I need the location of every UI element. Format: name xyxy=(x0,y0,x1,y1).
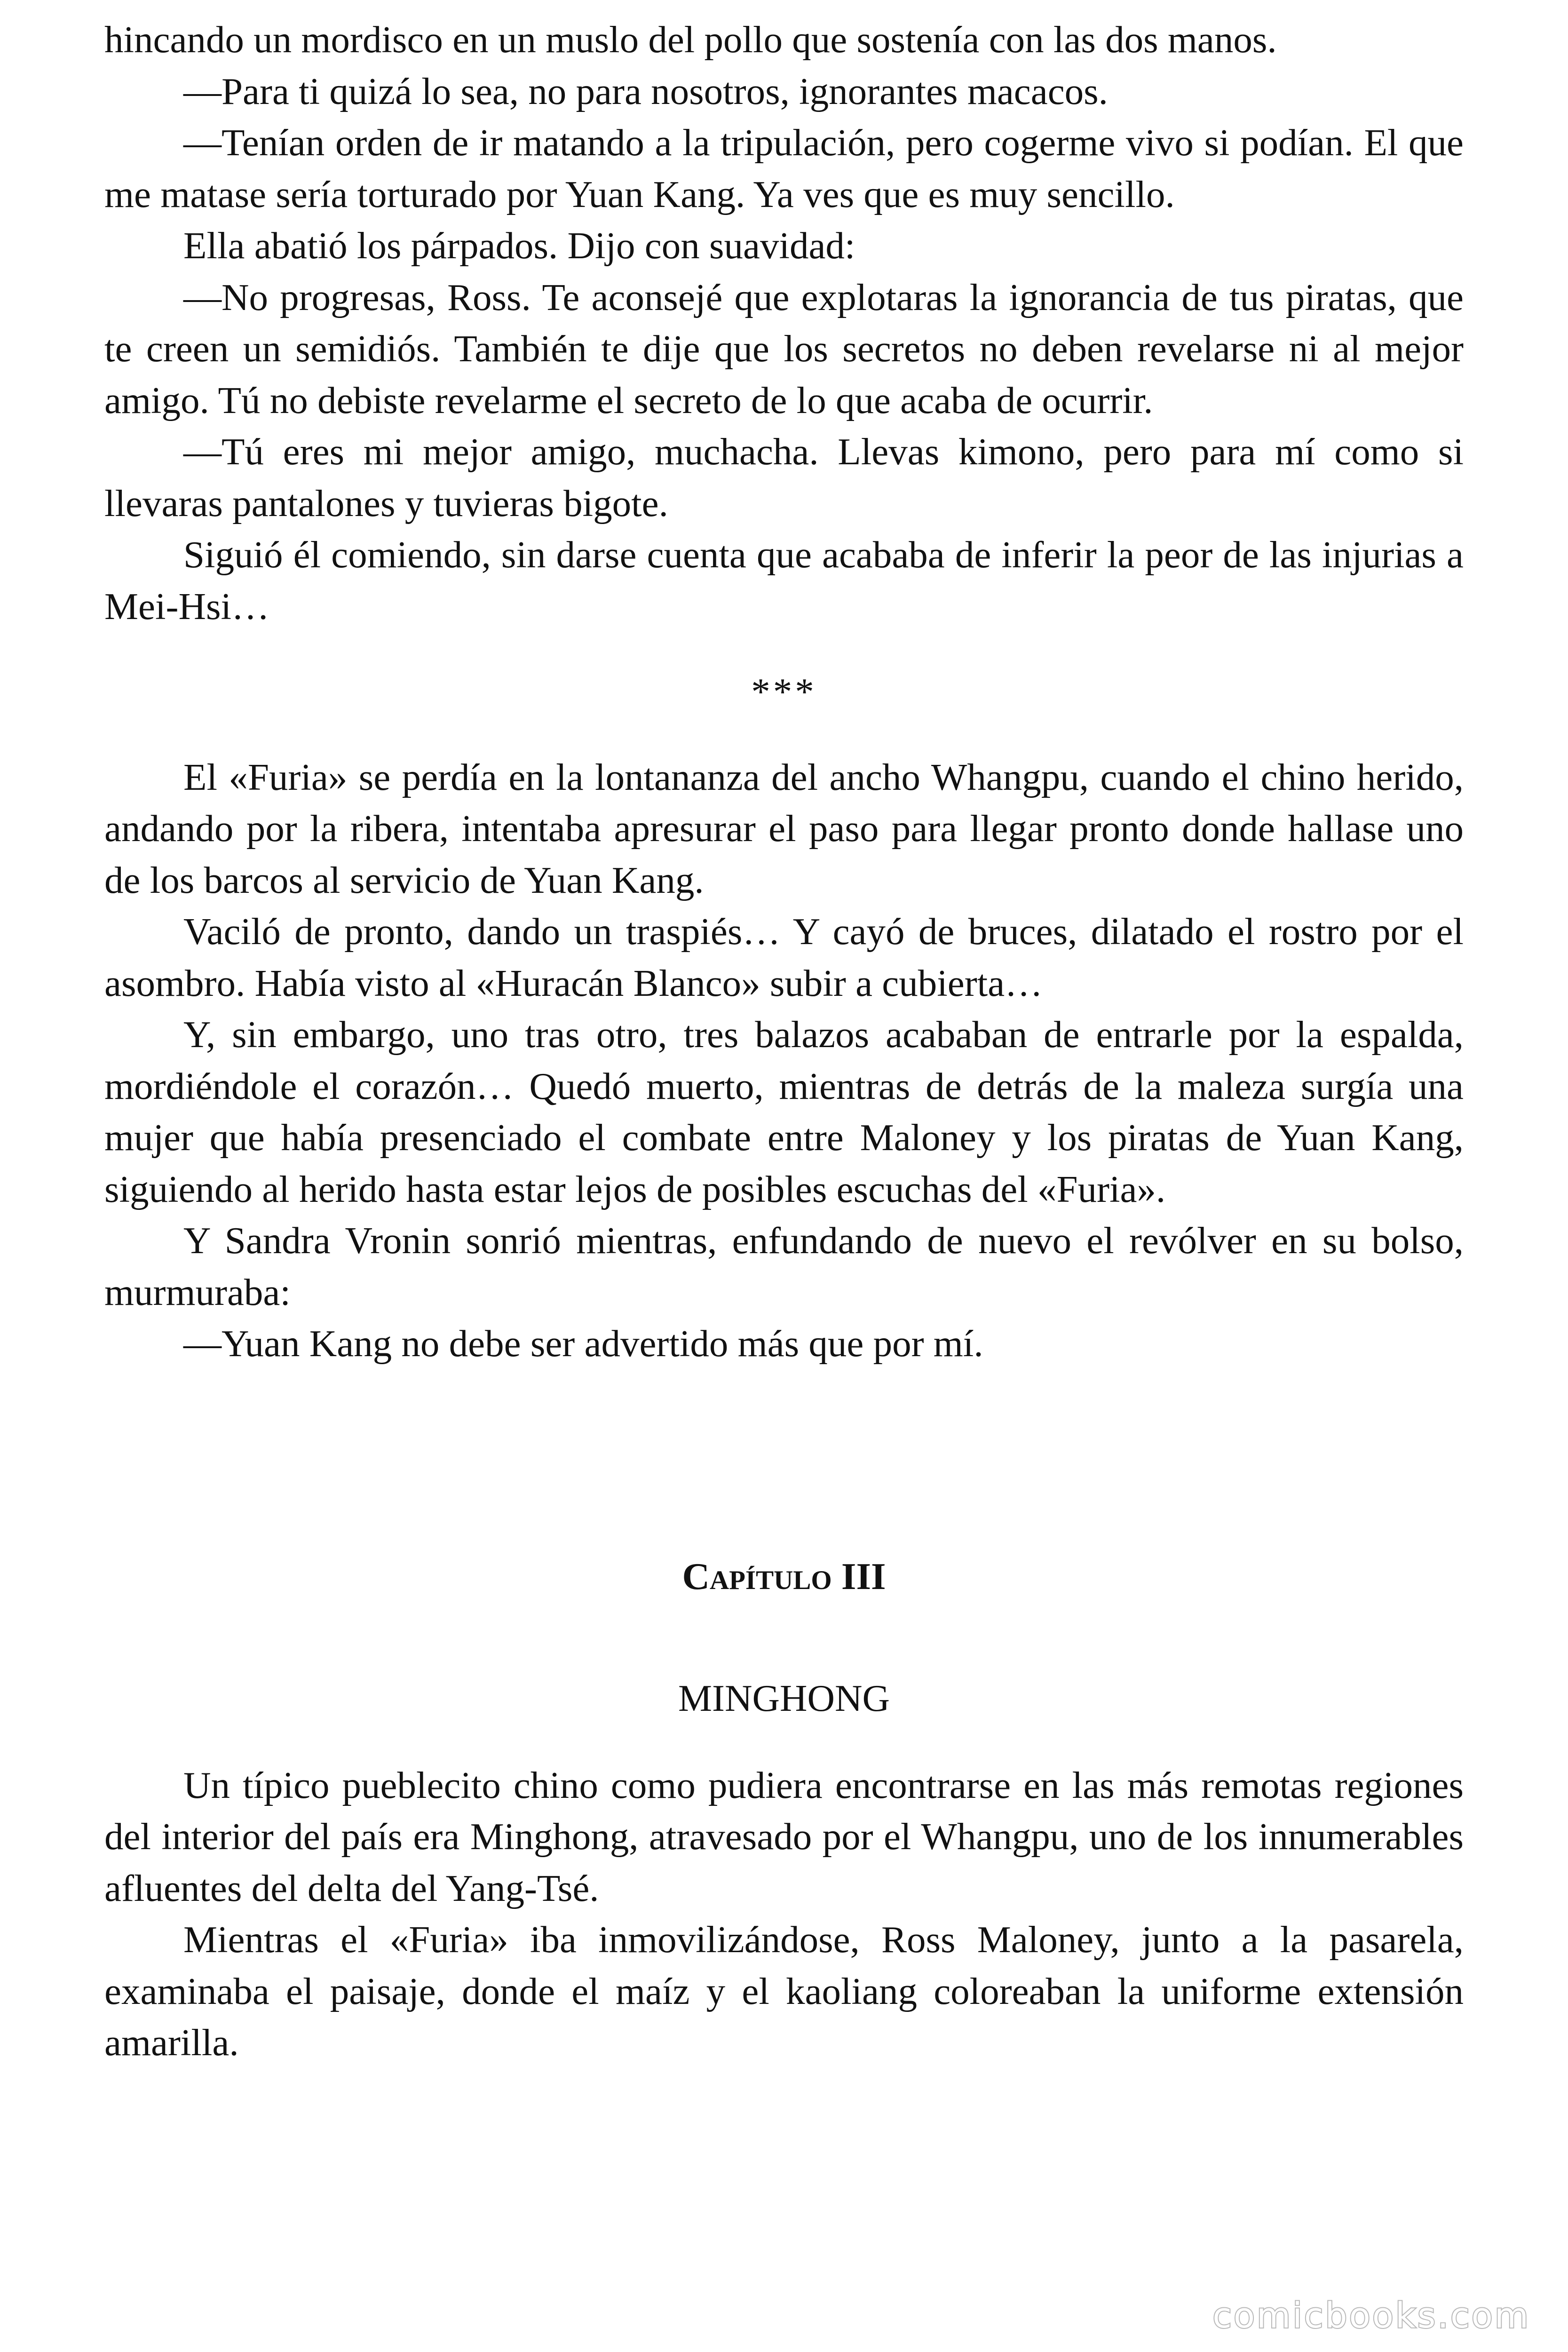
paragraph: —Para ti quizá lo sea, no para nosotros, ignorantes macacos. xyxy=(183,70,1108,112)
paragraph: El «Furia» se perdía en la lontananza del ancho Whangpu, cuando el chino herido, andando por la ribera, intentaba apresurar el paso para llegar pronto donde hallase uno de los barcos al servicio de Yuan Kang. xyxy=(104,755,1464,901)
paragraph: Vaciló de pronto, dando un traspiés… Y cayó de bruces, dilatado el rostro por el asombro. Había visto al «Huracán Blanco» subir a cubierta… xyxy=(104,910,1464,1004)
paragraph: —Tenían orden de ir matando a la tripulación, pero cogerme vivo si podían. El que me matase sería torturado por Yuan Kang. Ya ves que es muy sencillo. xyxy=(104,121,1464,215)
paragraph: Siguió él comiendo, sin darse cuenta que acababa de inferir la peor de las injurias a Mei-Hsi… xyxy=(104,533,1464,628)
paragraph: Ella abatió los párpados. Dijo con suavidad: xyxy=(183,224,855,267)
scene-break: *** xyxy=(751,670,817,713)
chapter-subtitle: MINGHONG xyxy=(678,1677,890,1719)
paragraph: —Yuan Kang no debe ser advertido más que por mí. xyxy=(183,1322,983,1365)
chapter-title: Capítulo III xyxy=(682,1555,886,1597)
section-1 xyxy=(104,14,1464,632)
paragraph: Mientras el «Furia» iba inmovilizándose, Ross Maloney, junto a la pasarela, examinaba el paisaje, donde el maíz y el kaoliang coloreaban la uniforme extensión amarilla. xyxy=(104,1918,1464,2064)
book-page xyxy=(104,14,1464,2069)
section-3 xyxy=(104,1760,1464,2069)
paragraph: Un típico pueblecito chino como pudiera encontrarse en las más remotas regiones del interior del país era Minghong, atravesado por el Whangpu, uno de los innumerables afluentes del delta del Yang-Tsé. xyxy=(104,1764,1464,1909)
watermark: comicbooks.com xyxy=(1212,2296,1530,2336)
paragraph: Y Sandra Vronin sonrió mientras, enfundando de nuevo el revólver en su bolso, murmuraba: xyxy=(104,1219,1464,1313)
paragraph: hincando un mordisco en un muslo del pollo que sostenía con las dos manos. xyxy=(104,18,1277,61)
paragraph: —No progresas, Ross. Te aconsejé que explotaras la ignorancia de tus piratas, que te creen un semidiós. También te dije que los secretos no deben revelarse ni al mejor amigo. Tú no debiste revelarme el secreto de lo que acaba de ocurrir. xyxy=(104,276,1464,421)
section-2 xyxy=(104,752,1464,1370)
paragraph: Y, sin embargo, uno tras otro, tres balazos acababan de entrarle por la espalda, mordiéndole el corazón… Quedó muerto, mientras de detrás de la maleza surgía una mujer que había presenciado el combate entre Maloney y los piratas de Yuan Kang, siguiendo al herido hasta estar lejos de posibles escuchas del «Furia». xyxy=(104,1013,1464,1210)
paragraph: —Tú eres mi mejor amigo, muchacha. Llevas kimono, pero para mí como si llevaras pantalones y tuvieras bigote. xyxy=(104,430,1464,524)
